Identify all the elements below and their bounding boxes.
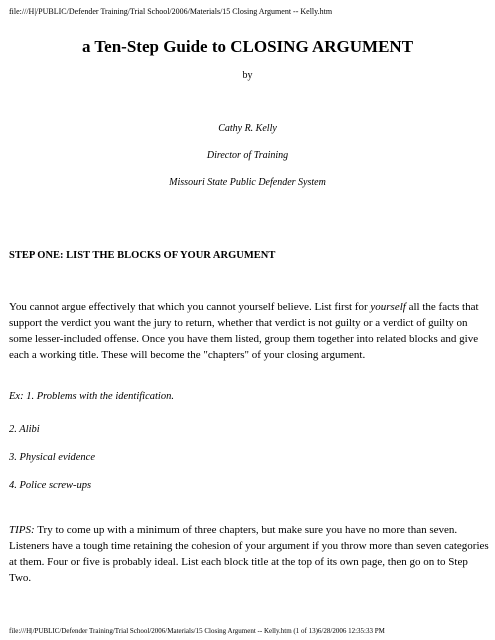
header-file-path: file:///H|/PUBLIC/Defender Training/Trial School/2006/Materials/15 Closing Argument -- Kelly.htm [9,7,333,16]
tips-label: TIPS: [9,524,35,536]
author-organization: Missouri State Public Defender System [169,177,326,188]
example-item-4: 4. Police screw-ups [9,480,92,491]
example-item-2: 2. Alibi [9,424,40,435]
para1-text-after: all the facts that support the verdict you want the jury to return, whether that verdict is not guilty or a verdict of guilty on some lesser-included offense. Once you have them listed, group them together into related blocks and give each a working title. These will become the "chapters" of your closing argument. [9,301,479,361]
para1-emphasis: yourself [370,301,406,313]
example-item-1: Ex: 1. Problems with the identification. [9,391,174,402]
footer-file-info: file:///H|/PUBLIC/Defender Training/Trial School/2006/Materials/15 Closing Argument -- Kelly.htm (1 of 13)6/28/2006 12:35:33 PM [9,627,385,635]
step-one-paragraph [9,299,489,363]
para1-text-before: You cannot argue effectively that which you cannot yourself believe. List first for [9,301,371,313]
tips-text: Try to come up with a minimum of three chapters, but make sure you have no more than seven. Listeners have a tough time retaining the cohesion of your argument if you throw more than seven categories at them. Four or five is probably ideal. List each block title at the top of its own page, then go on to Step Two. [9,524,489,584]
tips-paragraph [9,522,489,586]
author-role: Director of Training [206,150,289,161]
byline-by: by [242,70,253,81]
example-item-3: 3. Physical evidence [9,452,95,463]
author-name: Cathy R. Kelly [218,123,277,134]
step-one-heading: STEP ONE: LIST THE BLOCKS OF YOUR ARGUMENT [9,250,276,261]
document-title: a Ten-Step Guide to CLOSING ARGUMENT [81,37,414,56]
